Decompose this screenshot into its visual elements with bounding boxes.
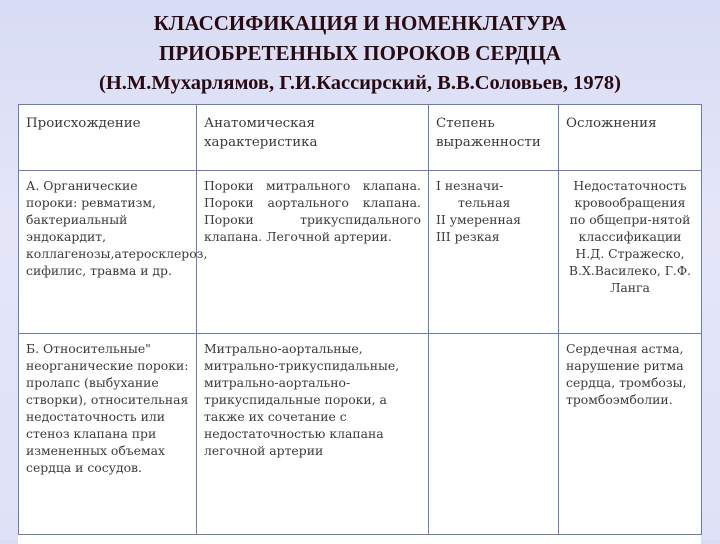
degree-item: тельная [458, 195, 511, 210]
title-line-3: (Н.М.Мухарлямов, Г.И.Кассирский, В.В.Соловьев, 1978) [99, 72, 621, 94]
title-line-2: ПРИОБРЕТЕННЫХ ПОРОКОВ СЕРДЦА [159, 41, 561, 65]
table-row [19, 334, 702, 535]
header-anatomy: Анатомическая характеристика [197, 105, 429, 171]
cell-origin: А. Органические пороки: ревматизм, бактериальный эндокардит, коллагенозы,атеросклероз, сифилис, травма и др. [19, 171, 197, 334]
cell-origin: Б. Относительные" неорганические пороки: пролапс (выбухание створки), относительная недостаточность или стеноз клапана при измененных объемах сердца и сосудов. [19, 334, 197, 535]
slide-title [0, 8, 720, 98]
cell-degree [429, 171, 559, 334]
cell-complications: Сердечная астма, нарушение ритма сердца, тромбозы, тромбоэмболии. [559, 334, 702, 535]
header-complications: Осложнения [559, 105, 702, 171]
degree-item: III резкая [436, 229, 500, 244]
degree-item: I незначи- [436, 178, 504, 193]
header-origin: Происхождение [19, 105, 197, 171]
cell-anatomy: Митрально-аортальные, митрально-трикуспидальные, митрально-аортально-трикуспидальные пороки, а также их сочетание с недостаточностью клапана легочной артерии [197, 334, 429, 535]
degree-item: II умеренная [436, 212, 521, 227]
header-degree: Степень выраженности [429, 105, 559, 171]
title-line-1: КЛАССИФИКАЦИЯ И НОМЕНКЛАТУРА [153, 11, 567, 35]
classification-table-wrapper [18, 104, 701, 544]
classification-table [18, 104, 702, 535]
cell-degree [429, 334, 559, 535]
table-row [19, 171, 702, 334]
cell-anatomy: Пороки митрального клапана. Пороки аортального клапана. Пороки трикуспидального клапана. Легочной артерии. [197, 171, 429, 334]
cell-complications: Недостаточность кровообращения по общепри-нятой классификации Н.Д. Стражеско, В.Х.Василеко, Г.Ф. Ланга [559, 171, 702, 334]
table-header-row [19, 105, 702, 171]
